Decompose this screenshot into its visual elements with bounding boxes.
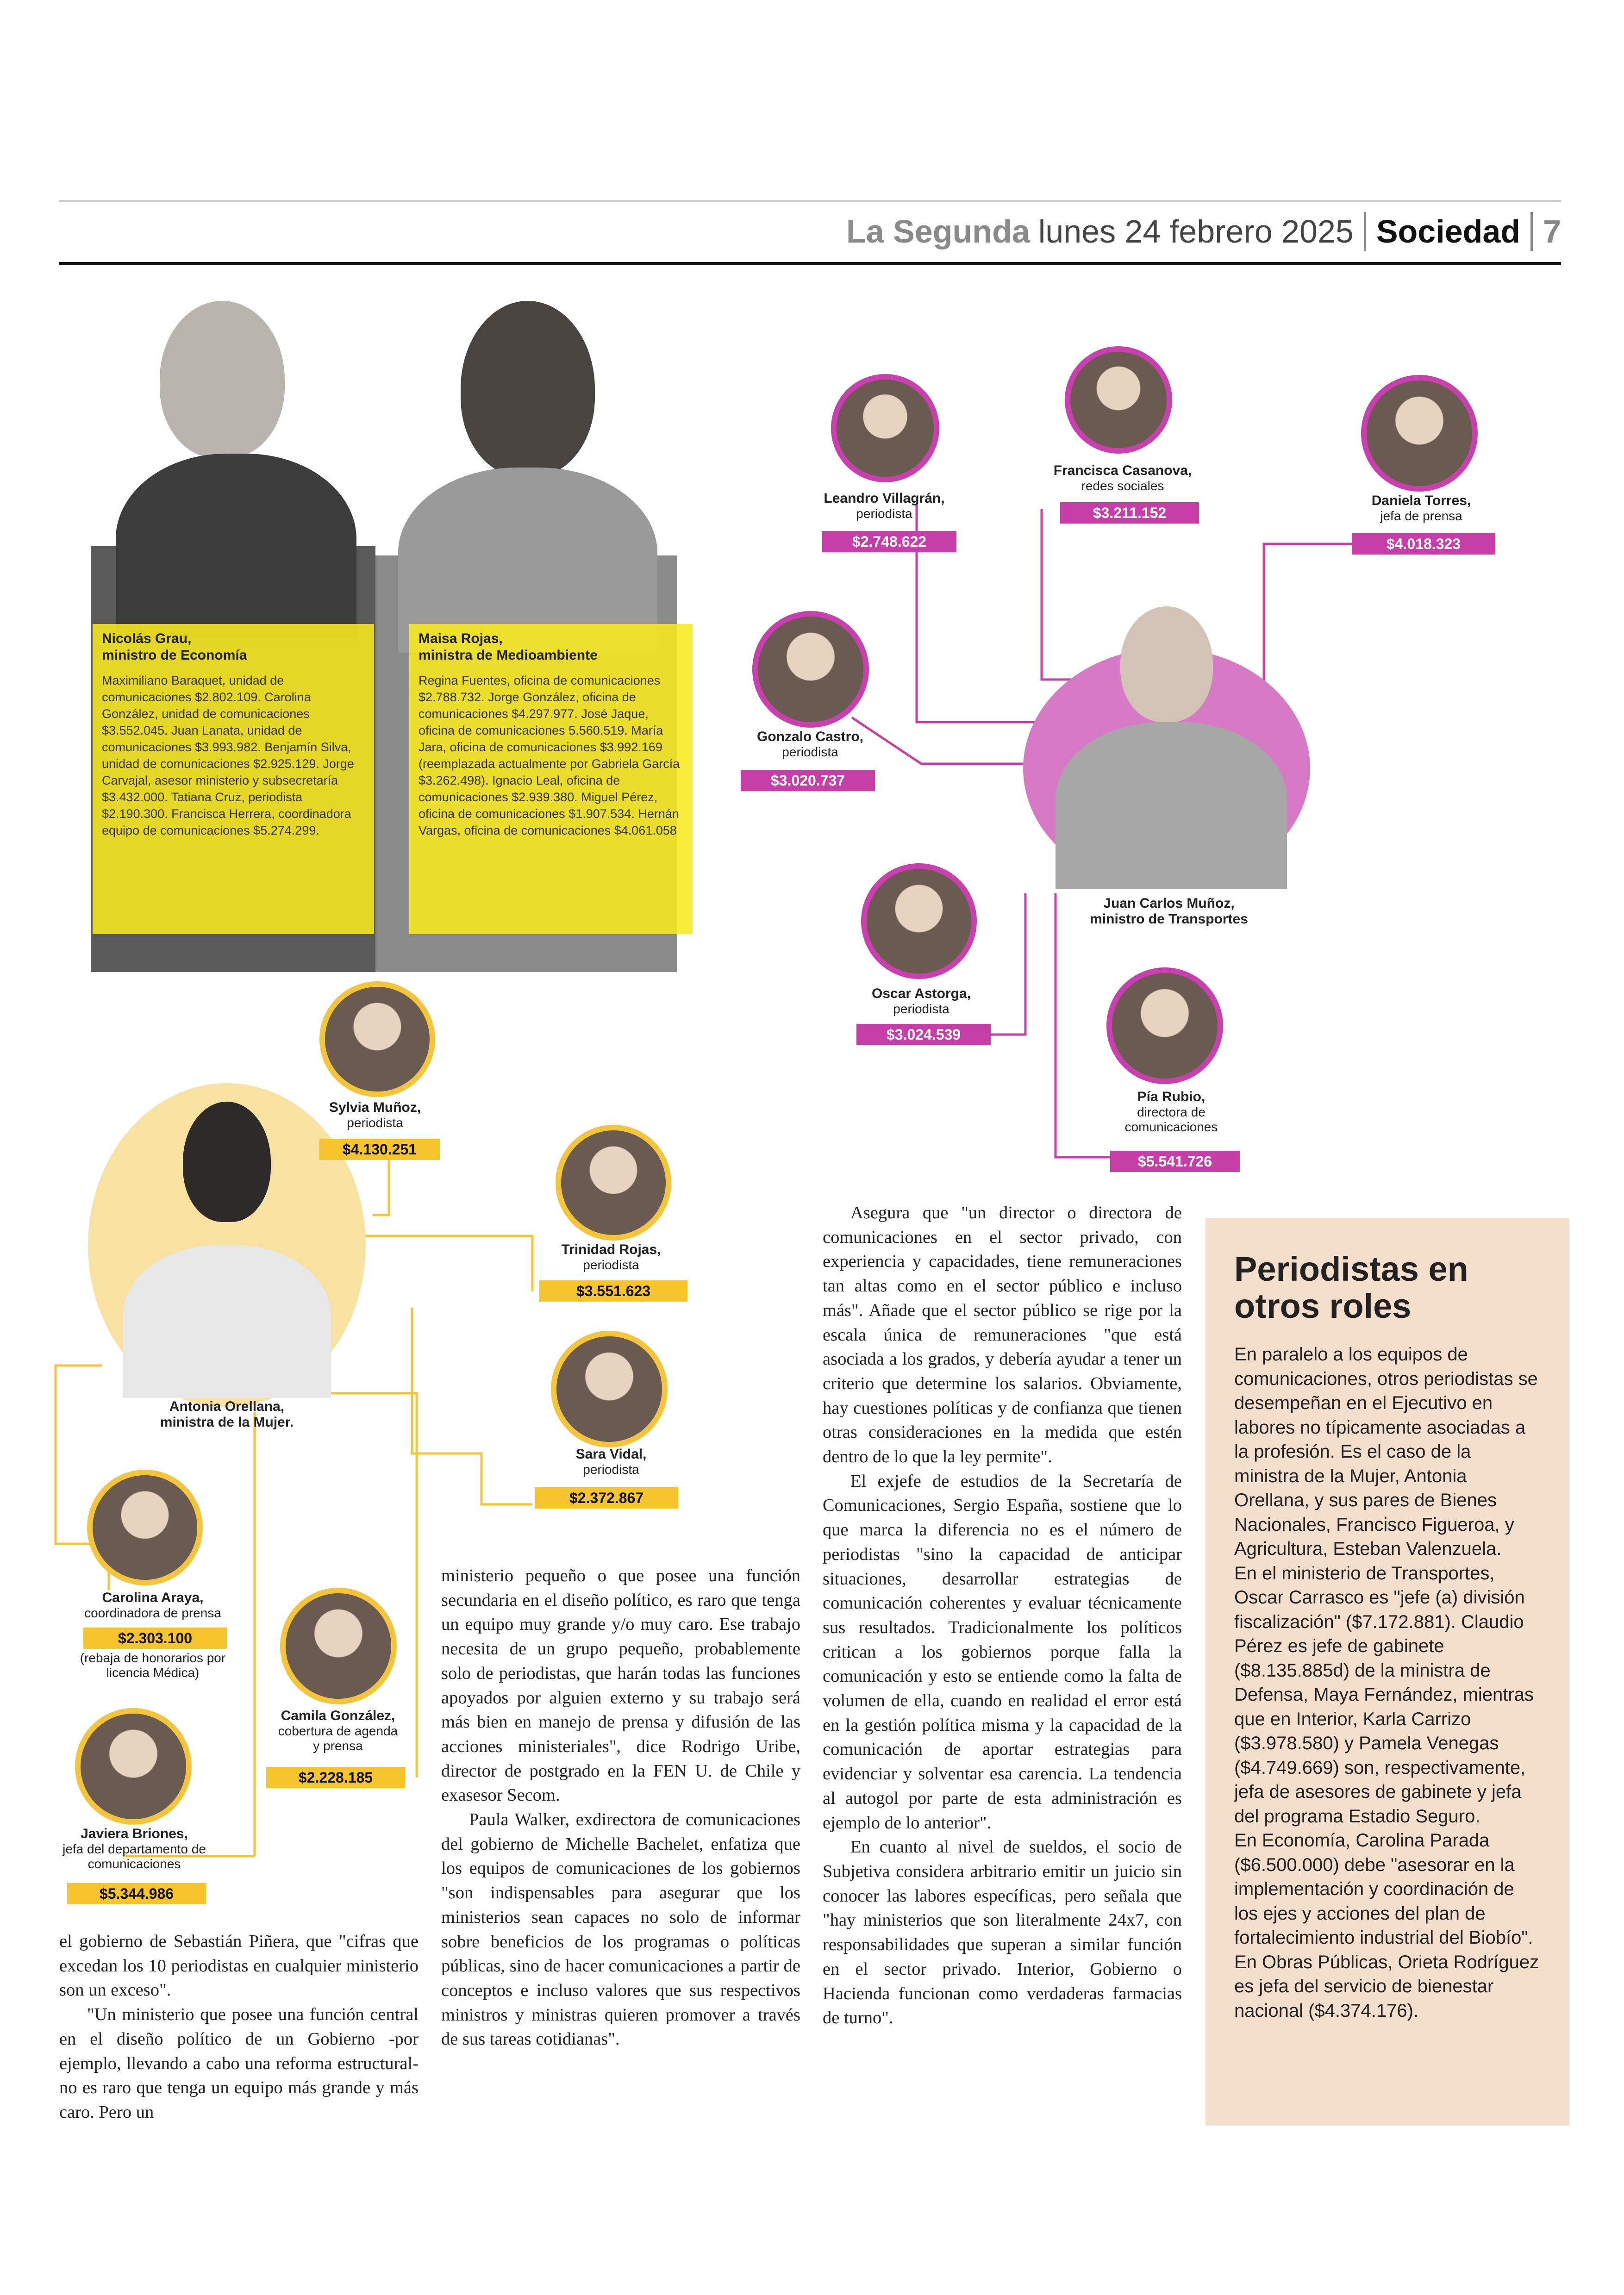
paragraph: el gobierno de Sebastián Piñera, que "cifras que excedan los 10 periodistas en cualquier ministerio son un exceso". [59,1932,418,2000]
caption-box-medioambiente [409,624,693,934]
staff-card-carolina [56,1590,250,1621]
sidebar-body [1234,1342,1541,2023]
staff-name: Francisca Casanova, [1053,463,1192,478]
caption-box-economia [93,624,374,934]
salary-badge: $3.551.623 [539,1280,687,1302]
sidebar-title: Periodistas en otros roles [1234,1250,1468,1325]
line-torres [1264,544,1417,704]
staff-name: Daniela Torres, [1371,493,1471,508]
avatar-daniela-torres [1361,375,1478,492]
staff-card-trinidad [532,1242,690,1272]
avatar-leandro-villagran [831,374,939,482]
head-antonia-orellana [183,1102,271,1222]
paragraph: Paula Walker, exdirectora de comunicaciones del gobierno de Michelle Bachelet, enfatiza que los equipos de comunicaciones de los gobiernos "son indispensables para asegurar que los ministerios sean capaces no solo de informar sobre beneficios de los programas o políticas públicas, sino de hacer comunicaciones a partir de conceptos e incluso valores que sus respectivos ministros y ministras quieren promover a través de sus tareas cotidianas". [441,1810,800,2049]
staff-card-villagran [796,491,972,521]
staff-role: periodista [347,1116,403,1130]
staff-name: Camila González, [281,1708,395,1723]
body-nicolas-grau [116,454,356,639]
article-column-3 [823,1201,1182,2030]
avatar-sylvia-munoz [319,981,435,1097]
paragraph: ministerio pequeño o que posee una función secundaria en el diseño político, es raro que tenga un equipo muy grande y/o muy caro. Ese trabajo necesita de un grupo pequeño, probablemente solo de periodistas, que harán todas las funciones apoyados por alguien externo y su trabajo será más bien en manejo de prensa y difusión de las acciones ministeriales", dice Rodrigo Uribe, director de postgrado en la FEN U. de Chile y exasesor Secom. [441,1566,800,1805]
issue-date: lunes 24 febrero 2025 [1038,213,1354,249]
minister-name: Juan Carlos Muñoz, [1103,896,1235,911]
page-number: 7 [1543,213,1561,249]
staff-name: Sara Vidal, [575,1447,647,1462]
staff-card-sylvia [296,1100,454,1130]
staff-name: Carolina Araya, [102,1590,204,1605]
staff-role: directora de [1137,1105,1206,1119]
staff-role: jefa del departamento de [62,1842,206,1856]
salary-badge: $2.372.867 [535,1487,678,1509]
staff-card-casanova [1025,463,1220,493]
staff-card-castro [731,729,889,760]
section-name: Sociedad [1376,213,1521,249]
salary-note [51,1651,255,1680]
staff-card-rubio [1093,1089,1250,1135]
staff-name: Leandro Villagrán, [824,491,945,506]
salary-badge: $2.228.185 [266,1767,405,1788]
salary-badge: $4.018.323 [1352,533,1495,555]
minister-label-transportes [1042,896,1296,927]
minister-role: ministro de Transportes [1090,911,1248,927]
staff-role: cobertura de agenda [278,1724,398,1738]
avatar-sara-vidal [551,1331,668,1447]
salary-badge: $3.024.539 [856,1024,991,1045]
staff-name: Oscar Astorga, [872,986,971,1001]
staff-details: Regina Fuentes, oficina de comunicaciones $2.788.732. Jorge González, oficina de comunicaciones $4.297.977. José Jaque, oficina de comunicaciones 5.560.519. María Jara, oficina de comunicaciones $3.992.169 (reemplazada actualmente por Gabriela García $3.262.498). Ignacio Leal, oficina de comunicaciones $2.939.380. Miguel Pérez, oficina de comunicaciones $1.907.534. Hernán Vargas, oficina de comunicaciones $4.061.058 [418,674,680,837]
note-line: (rebaja de honorarios por [80,1651,226,1665]
staff-card-javiera [42,1826,227,1871]
avatar-francisca-casanova [1065,346,1172,454]
line-sara [412,1308,532,1504]
article-column-1 [59,1929,418,2125]
staff-role: redes sociales [1081,479,1164,493]
head-nicolas-grau [160,301,285,458]
salary-badge: $3.211.152 [1060,502,1199,524]
minister-role: ministra de la Mujer. [160,1415,294,1430]
staff-role: comunicaciones [1124,1120,1218,1134]
salary-badge: $4.130.251 [319,1139,440,1160]
staff-card-camila [250,1708,426,1753]
head-maisa-rojas [461,301,595,477]
staff-name: Sylvia Muñoz, [329,1100,421,1115]
salary-badge: $2.748.622 [822,531,956,552]
avatar-camila-gonzalez [280,1588,397,1704]
staff-role: periodista [893,1002,949,1016]
note-line: licencia Médica) [106,1665,200,1680]
paper-name: La Segunda [846,213,1030,249]
minister-label-mujer [106,1399,347,1430]
staff-role: periodista [583,1258,639,1272]
minister-name: Antonia Orellana, [169,1399,285,1414]
staff-card-sara [532,1447,690,1477]
staff-role: periodista [856,506,912,521]
avatar-oscar-astorga [861,863,977,979]
staff-role: coordinadora de prensa [84,1606,221,1620]
photo-antonia-orellana [123,1245,331,1398]
paragraph: En cuanto al nivel de sueldos, el socio de Subjetiva considera arbitrario emitir un juicio sin conocer las labores específicas, pero señala que "hay ministerios que son literalmente 24x7, con responsabilidades que superan a similar función en el sector privado. Interior, Gobierno o Hacienda funcionan como verdaderas farmacias de turno". [823,1837,1182,2028]
staff-role: y prensa [313,1739,363,1753]
minister-name: Nicolás Grau, [102,631,192,646]
head-juan-carlos-munoz [1120,606,1213,722]
sidebar-periodistas-otros-roles [1206,1218,1569,2126]
avatar-gonzalo-castro [752,611,869,728]
minister-name: Maisa Rojas, [418,631,503,646]
staff-role: comunicaciones [87,1857,181,1871]
staff-name: Javiera Briones, [81,1826,188,1841]
staff-name: Gonzalo Castro, [756,729,864,744]
salary-badge: $3.020.737 [741,770,875,791]
staff-card-torres [1343,493,1500,524]
staff-name: Trinidad Rojas, [561,1242,661,1257]
photo-juan-carlos-munoz [1056,722,1287,889]
staff-details: Maximiliano Baraquet, unidad de comunicaciones $2.802.109. Carolina González, unidad de comunicaciones $3.552.045. Juan Lanata, unidad de comunicaciones $3.993.982. Benjamín Silva, unidad de comunicaciones $2.925.129. Jorge Carvajal, asesor ministerio y subsecretaría $3.432.000. Tatiana Cruz, periodista $2.190.300. Francisca Herrera, coordinadora equipo de comunicaciones $5.274.299. [102,674,354,837]
staff-role: jefa de prensa [1380,509,1462,523]
staff-card-astorga [843,986,1000,1017]
article-column-2 [441,1564,800,2052]
sidebar-paragraph: En paralelo a los equipos de comunicaciones, otros periodistas se desempeñan en el Ejecutivo en labores no típicamente asociadas a la profesión. Es el caso de la ministra de la Mujer, Antonia Orellana, y sus pares de Bienes Nacionales, Francisco Figueroa, y Agricultura, Esteban Valenzuela. [1234,1344,1538,1559]
avatar-trinidad-rojas [556,1125,671,1241]
avatar-carolina-araya [87,1470,203,1585]
staff-role: periodista [583,1462,639,1477]
paragraph: "Un ministerio que posee una función central en el diseño político de un Gobierno -por ejemplo, llevando a cabo una reforma estructural- no es raro que tenga un equipo más grande y más caro. Pero un [59,2005,418,2122]
staff-role: periodista [782,745,838,759]
avatar-javiera-briones [75,1708,192,1825]
salary-badge: $5.344.986 [67,1883,206,1904]
minister-role: ministro de Economía [102,648,247,663]
line-casanova [1042,509,1079,680]
avatar-pia-rubio [1106,967,1223,1084]
salary-badge: $2.303.100 [83,1628,227,1649]
sidebar-paragraph: En el ministerio de Transportes, Oscar Carrasco es "jefe (a) división fiscalización" ($7.172.881). Claudio Pérez es jefe de gabinete ($8.135.885d) de la ministra de Defensa, Maya Fernández, mientras que en Interior, Karla Carrizo ($3.978.580) y Pamela Venegas ($4.749.669) son, respectivamente, jefa de asesores de gabinete y jefa del programa Estadio Seguro. [1234,1563,1534,1827]
sidebar-paragraph: En Economía, Carolina Parada ($6.500.000) debe "asesorar en la implementación y coordinación de los ejes y acciones del plan de fortalecimiento industrial del Biobío". En Obras Públicas, Orieta Rodríguez es jefa del servicio de bienestar nacional ($4.374.176). [1234,1830,1539,2021]
staff-name: Pía Rubio, [1137,1089,1206,1104]
paragraph: Asegura que "un director o directora de comunicaciones en el sector privado, con experiencia y capacidades, tiene remuneraciones tan altas como en el sector público e incluso más". Añade que el sector público se rige por la escala única de remuneraciones "que está asociada a los grados, y debería ayudar a tener un criterio que determine los salarios. Obviamente, hay cuestiones políticas y de confianza que tienen otras consideraciones en la medida que estén dentro de lo que la ley permite". [823,1203,1182,1467]
salary-badge: $5.541.726 [1110,1151,1240,1172]
minister-role: ministra de Medioambiente [418,648,598,663]
paragraph: El exjefe de estudios de la Secretaría de Comunicaciones, Sergio España, sostiene que lo que marca la diferencia no es el número de periodistas "sino la capacidad de anticipar situaciones, desarrollar estrategias de comunicación coherentes y evaluar técnicamente sus resultados. Tradicionalmente los políticos critican a los gobiernos porque falla la comunicación y esto se entiende como la falta de volumen de ella, cuando en realidad el error está en la gestión política misma y la capacidad de la comunicación de aportar estrategias para evidenciar y solventar esa carencia. La tendencia al autogol por parte de esta administración es ejemplo de lo anterior". [823,1471,1182,1833]
